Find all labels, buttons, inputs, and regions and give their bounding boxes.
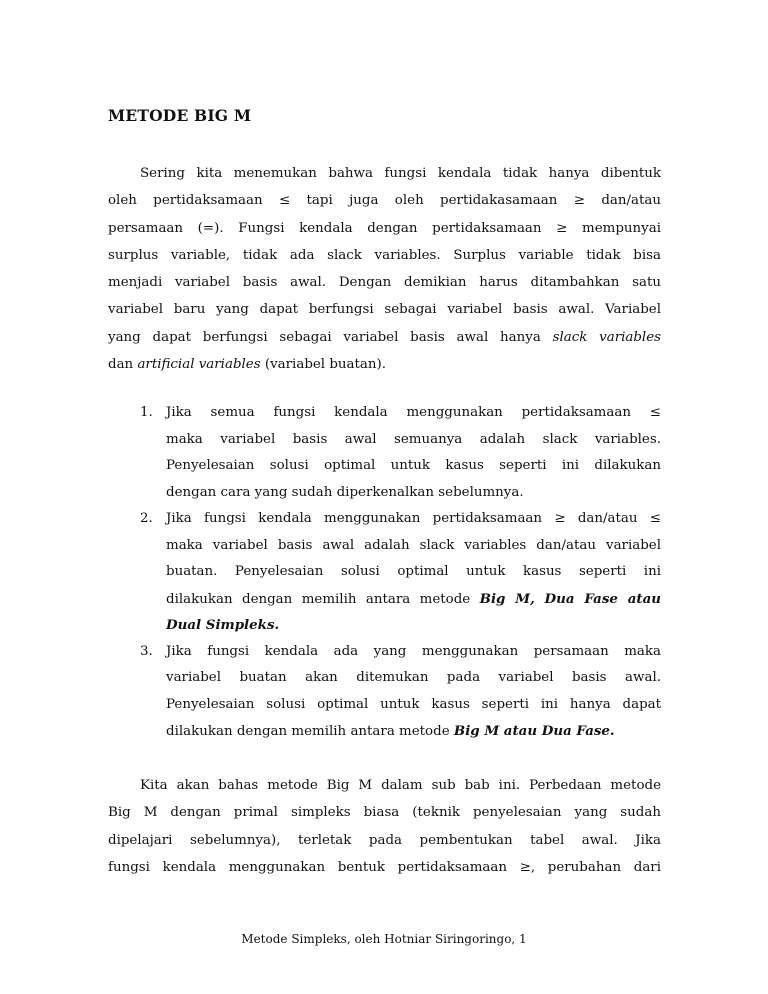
text-line: variabel buatan akan ditemukan pada variabel basis awal. [166,670,661,685]
list-item [140,506,661,639]
text-line: variabel baru yang dapat berfungsi sebagai variabel basis awal. Variabel [108,302,661,318]
text-line: Sering kita menemukan bahwa fungsi kendala tidak hanya dibentuk [140,166,661,181]
text-line [108,351,661,378]
section-title: METODE BIG M [108,106,252,125]
text-line: fungsi kendala menggunakan bentuk pertidaksamaan ≥, perubahan dari [108,859,661,875]
list-number: 3. [140,643,153,659]
text-line: maka variabel basis awal semuanya adalah slack variables. [166,431,661,447]
bold-italic-term: Big M atau Dua Fase. [453,723,615,739]
text-line: Jika semua fungsi kendala menggunakan pertidaksamaan ≤ [166,405,661,420]
text-segment: dilakukan dengan memilih antara metode [166,724,450,739]
text-line: oleh pertidaksamaan ≤ tapi juga oleh pertidakasamaan ≥ dan/atau [108,193,661,209]
text-line [166,586,661,613]
list-item [140,639,661,745]
text-line: Big M dengan primal simpleks biasa (teknik penyelesaian yang sudah [108,805,661,821]
text-line: buatan. Penyelesaian solusi optimal untuk kasus seperti ini [166,564,661,579]
page-footer: Metode Simpleks, oleh Hotniar Siringoringo, 1 [241,932,527,946]
text-line: menjadi variabel basis awal. Dengan demikian harus ditambahkan satu [108,275,661,291]
text-line: Penyelesaian solusi optimal untuk kasus seperti ini hanya dapat [166,696,661,712]
text-segment: dilakukan dengan memilih antara metode [166,591,471,607]
text-line: persamaan (=). Fungsi kendala dengan pertidaksamaan ≥ mempunyai [108,220,661,236]
closing-paragraph [108,772,661,881]
text-line: surplus variable, tidak ada slack variables. Surplus variable tidak bisa [108,247,661,263]
italic-term: artificial variables [137,357,261,373]
text-line [166,718,661,745]
text-line: Kita akan bahas metode Big M dalam sub bab ini. Perbedaan metode [140,778,661,793]
text-line: Penyelesaian solusi optimal untuk kasus seperti ini dilakukan [166,458,661,473]
list-item [140,400,661,506]
text-line: Jika fungsi kendala menggunakan pertidaksamaan ≥ dan/atau ≤ [166,511,661,526]
text-segment: (variabel buatan). [264,357,386,373]
text-segment: dan [108,357,134,373]
text-line: Dual Simpleks. [166,617,280,633]
text-line: maka variabel basis awal adalah slack variables dan/atau variabel [166,537,661,553]
numbered-list [140,400,661,745]
text-line: Jika fungsi kendala ada yang menggunakan persamaan maka [166,643,661,659]
bold-italic-term: Big M, Dua Fase atau [479,590,661,607]
text-segment: yang dapat berfungsi sebagai variabel basis awal hanya [108,329,541,345]
intro-paragraph [108,160,661,378]
italic-term: slack variables [552,329,662,345]
text-line: dengan cara yang sudah diperkenalkan sebelumnya. [166,484,524,500]
list-number: 1. [140,405,153,420]
text-line [108,324,661,351]
list-number: 2. [140,511,153,526]
text-line: dipelajari sebelumnya), terletak pada pembentukan tabel awal. Jika [108,832,661,848]
